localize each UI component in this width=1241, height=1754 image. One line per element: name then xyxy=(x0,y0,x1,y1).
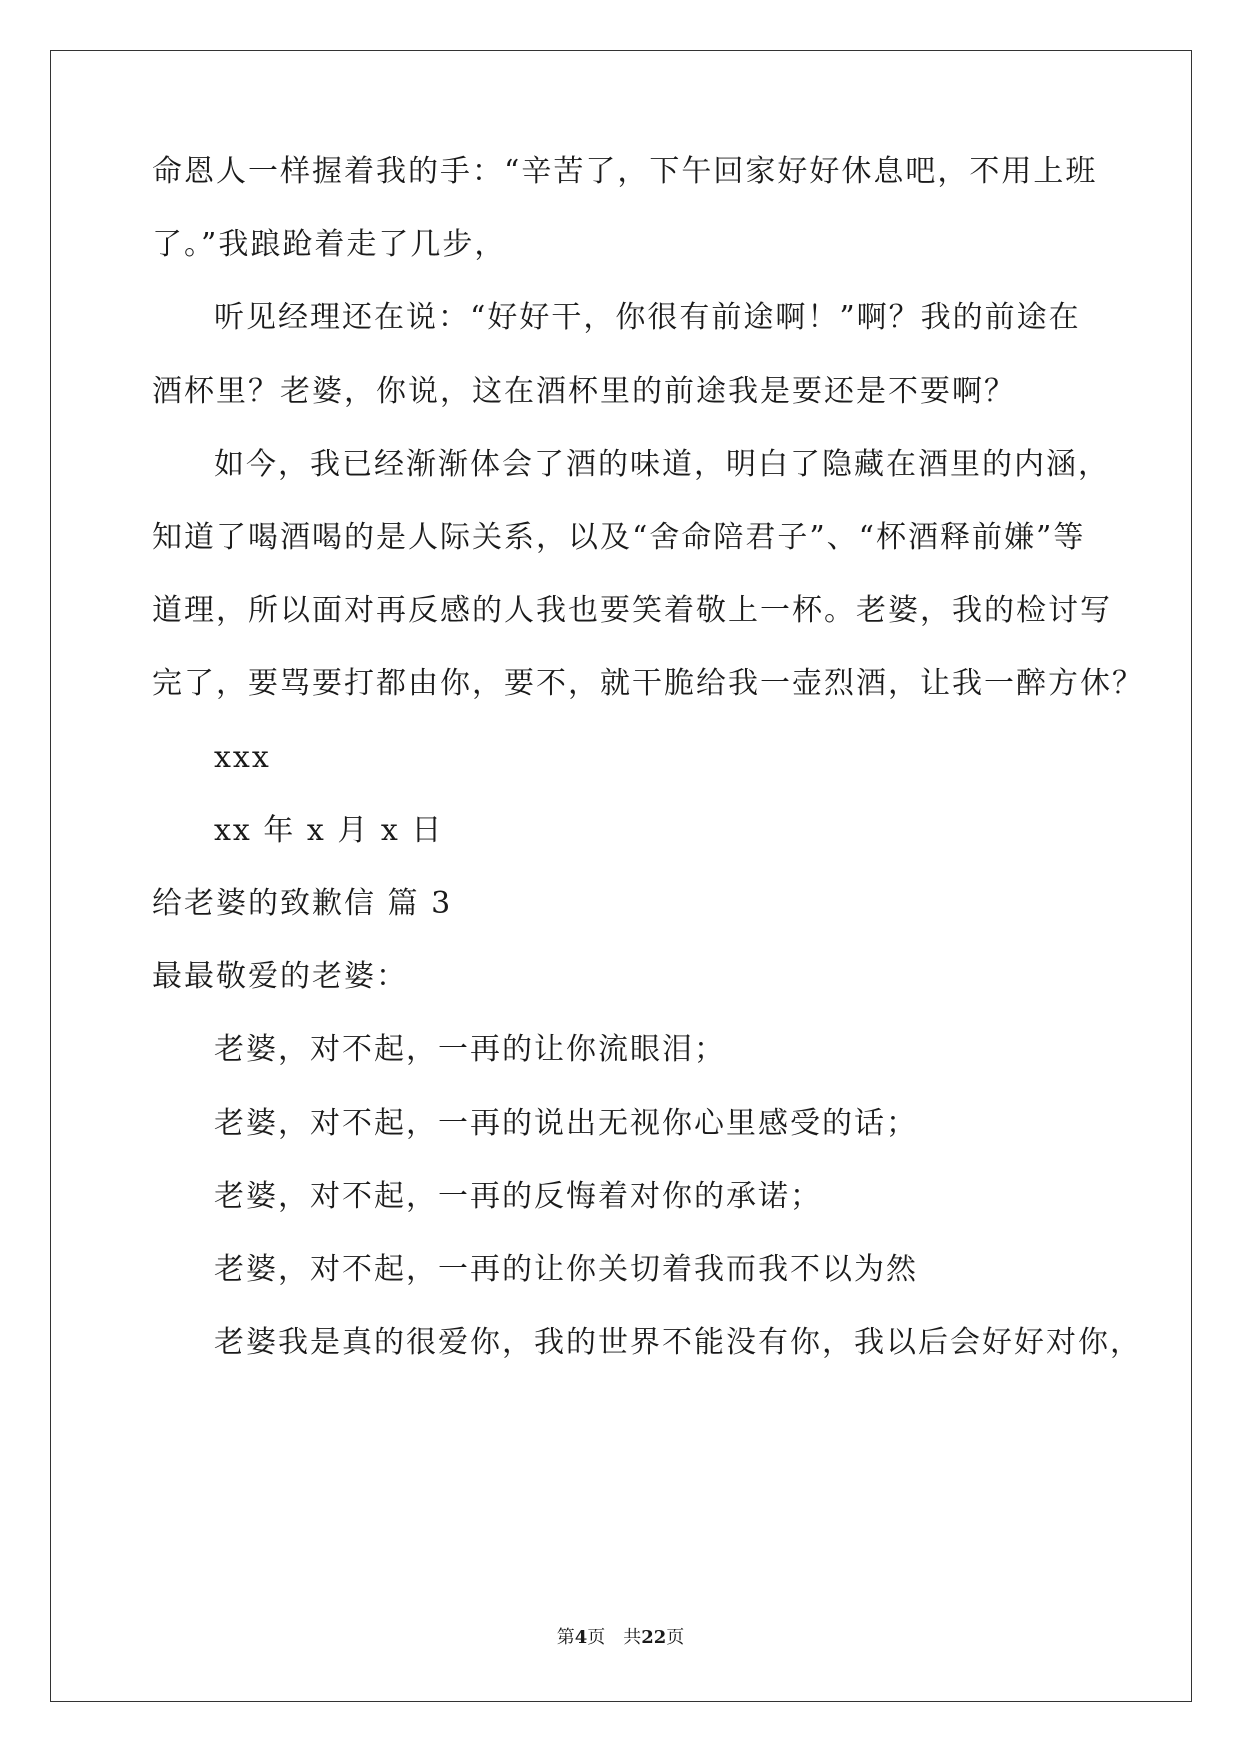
text-line: 老婆，对不起，一再的反悔着对你的承诺； xyxy=(214,1178,822,1214)
text-line: 老婆我是真的很爱你，我的世界不能没有你，我以后会好好对你， xyxy=(214,1325,1142,1361)
text-line: 完了，要骂要打都由你，要不，就干脆给我一壶烈酒，让我一醉方休？ xyxy=(152,666,1144,702)
footer-total-pages: 22 xyxy=(641,1627,667,1648)
text-line: xx 年 x 月 x 日 xyxy=(214,812,444,848)
text-line: 知道了喝酒喝的是人际关系，以及“舍命陪君子”、“杯酒释前嫌”等 xyxy=(152,520,1086,555)
page-footer xyxy=(0,1626,1241,1650)
footer-suffix: 页 xyxy=(666,1627,685,1648)
text-line: 了。”我踉跄着走了几步， xyxy=(152,227,507,263)
text-line: 酒杯里？老婆，你说，这在酒杯里的前途我是要还是不要啊？ xyxy=(152,373,1016,409)
footer-prefix: 第 xyxy=(556,1627,575,1648)
text-line: 如今，我已经渐渐体会了酒的味道，明白了隐藏在酒里的内涵， xyxy=(214,446,1110,482)
text-line: 命恩人一样握着我的手：“辛苦了，下午回家好好休息吧，不用上班 xyxy=(152,154,1098,189)
text-line: 老婆，对不起，一再的说出无视你心里感受的话； xyxy=(214,1105,918,1141)
text-line: 最最敬爱的老婆： xyxy=(152,959,408,995)
text-line: 道理，所以面对再反感的人我也要笑着敬上一杯。老婆，我的检讨写 xyxy=(152,593,1112,629)
text-line: 老婆，对不起，一再的让你关切着我而我不以为然 xyxy=(214,1252,918,1287)
footer-current-page: 4 xyxy=(574,1627,588,1648)
text-line: 听见经理还在说：“好好干，你很有前途啊！”啊？我的前途在 xyxy=(214,300,1081,336)
text-line: 老婆，对不起，一再的让你流眼泪； xyxy=(214,1032,726,1068)
footer-middle: 页 共 xyxy=(587,1627,642,1648)
text-line: 给老婆的致歉信 篇 3 xyxy=(152,886,453,921)
text-line: xxx xyxy=(214,739,271,775)
